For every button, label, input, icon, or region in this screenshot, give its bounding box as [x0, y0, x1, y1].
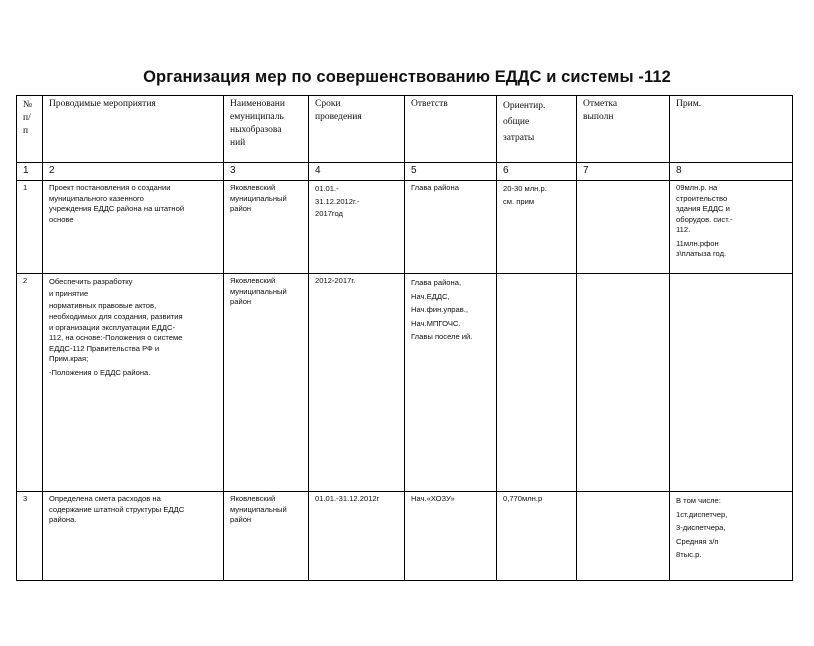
- table-row: [17, 492, 793, 581]
- mark-cell: [577, 274, 670, 492]
- column-number-row: [17, 163, 793, 181]
- dates-cell: 2012-2017г.: [309, 274, 405, 492]
- header-cell-mark: Отметка выполн: [577, 96, 670, 163]
- row-number: 2: [17, 274, 43, 492]
- header-cell-dates: Сроки проведения: [309, 96, 405, 163]
- header-cell-costs: Ориентир. общие затраты: [497, 96, 577, 163]
- row-number: 3: [17, 492, 43, 581]
- note-cell: В том числе: 1ст.диспетчер, 3-диспетчера, Средняя з/п 8тыс.р.: [670, 492, 793, 581]
- header-cell-municipality: Наименовани емуниципаль ныхобразова ний: [224, 96, 309, 163]
- responsible-cell: Нач.«ХОЗУ»: [405, 492, 497, 581]
- document-title: Организация мер по совершенствованию ЕДДС и системы -112: [143, 68, 671, 86]
- responsible-cell: Глава района: [405, 181, 497, 274]
- responsible-cell: Глава района, Нач.ЕДДС, Нач.фин.управ., Нач.МПГОЧС. Главы поселе ий.: [405, 274, 497, 492]
- row-number: 1: [17, 181, 43, 274]
- table-row: [17, 274, 793, 492]
- costs-cell: 20-30 млн.р. см. прим: [497, 181, 577, 274]
- measures-table: [16, 95, 793, 581]
- header-row: [17, 96, 793, 163]
- municipality-cell: Яковлевский муниципальный район: [224, 492, 309, 581]
- municipality-cell: Яковлевский муниципальный район: [224, 181, 309, 274]
- measures-cell: Определена смета расходов на содержание штатной структуры ЕДДС района.: [43, 492, 224, 581]
- column-number: 8: [670, 163, 793, 181]
- column-number: 7: [577, 163, 670, 181]
- note-cell: [670, 274, 793, 492]
- dates-cell: 01.01.-31.12.2012г: [309, 492, 405, 581]
- column-number: 1: [17, 163, 43, 181]
- column-number: 3: [224, 163, 309, 181]
- header-cell-responsible: Ответств: [405, 96, 497, 163]
- measures-cell: Обеспечить разработку и принятие нормативных правовые актов, необходимых для создания, развития и организации эксплуатации ЕДДС- 112, на основе:-Положения о системе ЕДДС-112 Правительства РФ и Прим.края; -Положения о ЕДДС района.: [43, 274, 224, 492]
- column-number: 5: [405, 163, 497, 181]
- header-cell-note: Прим.: [670, 96, 793, 163]
- costs-cell: 0,770млн.р: [497, 492, 577, 581]
- header-cell-number: № п/ п: [17, 96, 43, 163]
- municipality-cell: Яковлевский муниципальный район: [224, 274, 309, 492]
- mark-cell: [577, 181, 670, 274]
- note-cell: 09млн.р. на строительство здания ЕДДС и оборудов. сист.- 112. 11млн.рфон з\платыза год.: [670, 181, 793, 274]
- costs-cell: [497, 274, 577, 492]
- table-row: [17, 181, 793, 274]
- header-cell-measures: Проводимые мероприятия: [43, 96, 224, 163]
- column-number: 4: [309, 163, 405, 181]
- column-number: 6: [497, 163, 577, 181]
- mark-cell: [577, 492, 670, 581]
- column-number: 2: [43, 163, 224, 181]
- dates-cell: 01.01.- 31.12.2012г.- 2017год: [309, 181, 405, 274]
- measures-cell: Проект постановления о создании муниципального казенного учреждения ЕДДС района на штатной основе: [43, 181, 224, 274]
